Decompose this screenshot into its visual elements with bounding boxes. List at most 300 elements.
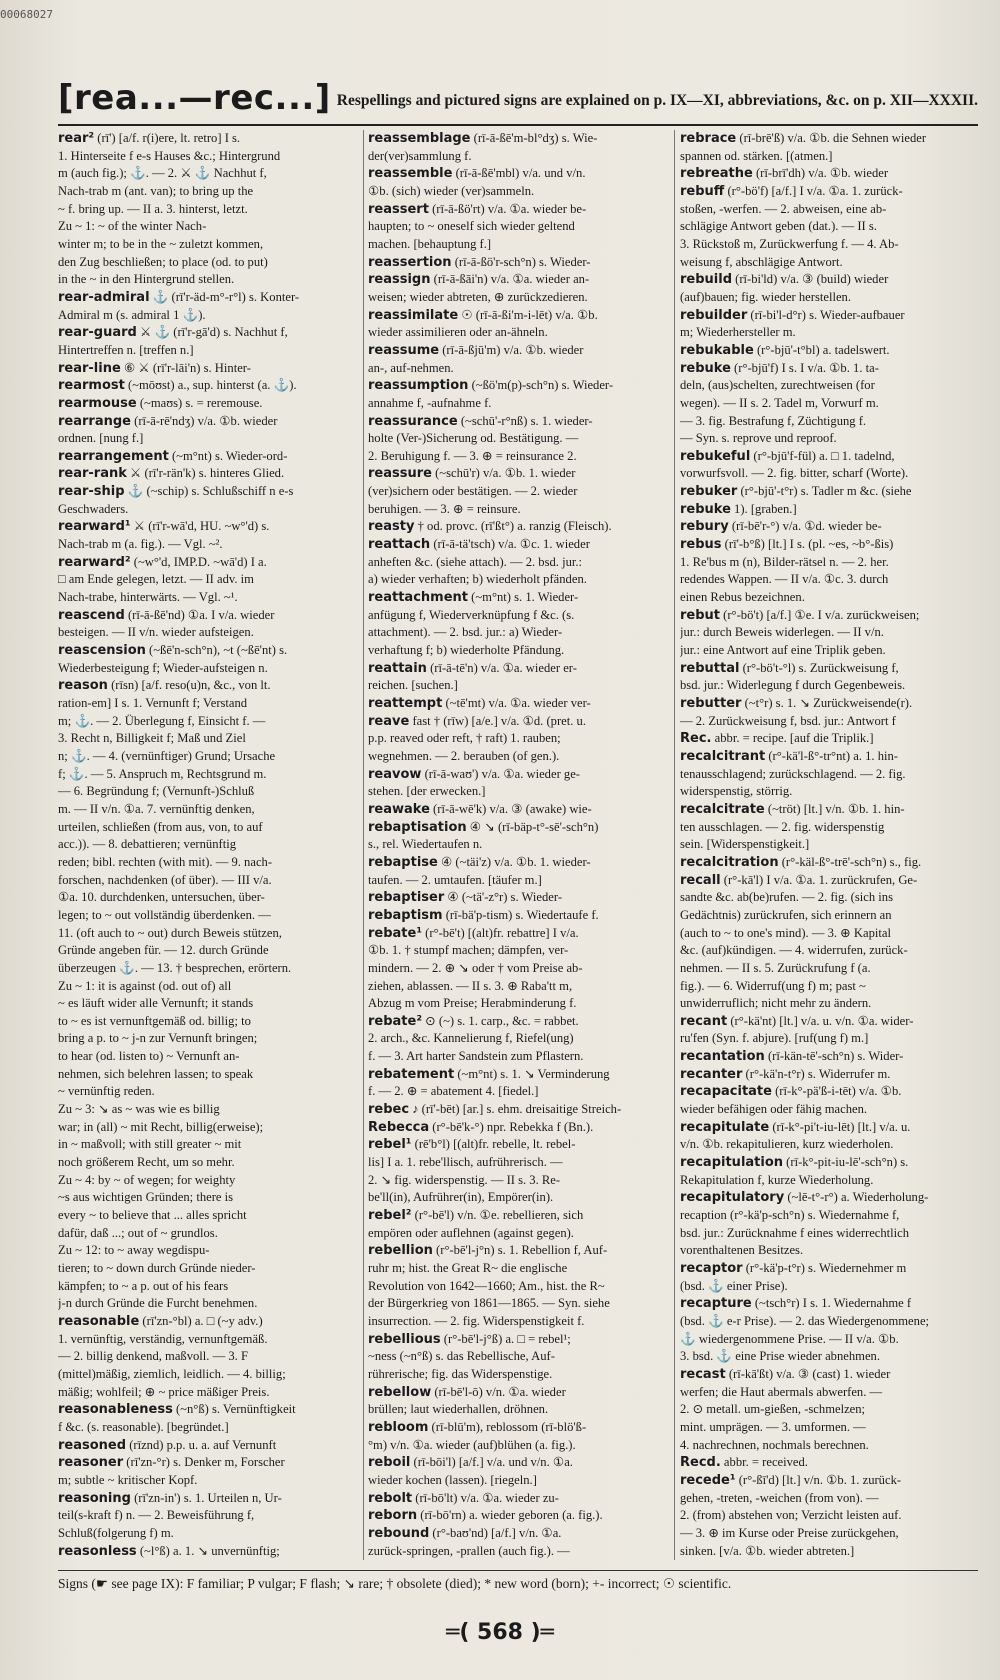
entry-line: wieder assimilieren oder an-ähneln.: [368, 325, 548, 340]
entry-line: reascension (~ßē'n-sch°n), ~t (~ßē'nt) s.: [58, 643, 288, 659]
headword: reasoning: [58, 1490, 131, 1506]
headword: rebreathe: [680, 166, 753, 182]
entry-line: m; subtle ~ kritischer Kopf.: [58, 1472, 198, 1487]
entry-line: unwiderruflich; nicht mehr zu ändern.: [680, 996, 872, 1011]
entry-line: nehmen, sich belehren lassen; to speak: [58, 1066, 254, 1081]
entry-line: Nach-trab m (ant. van); to bring up the: [58, 183, 254, 198]
column-left: [58, 130, 360, 1560]
page-header: [58, 78, 978, 126]
entry-line: Gründe angeben für. — 12. durch Gründe: [58, 943, 269, 958]
entry-line: reasonable (rī'zn-°bl) a. □ (~y adv.): [58, 1313, 263, 1329]
entry-line: — Syn. s. reprove und reproof.: [680, 431, 837, 446]
entry-line: rearward¹ ⚔ (rī'r-wā'd, HU. ~w°'d) s.: [58, 519, 270, 535]
headword: rebec: [368, 1102, 410, 1118]
entry-line: taufen. — 2. umtaufen. [täufer m.]: [368, 872, 542, 887]
column-right: [680, 130, 980, 1560]
headword: reattachment: [368, 590, 468, 606]
entry-line: v/n. ①b. rekapitulieren, kurz wiederholen.: [680, 1137, 894, 1152]
headword: rebaptise: [368, 854, 438, 870]
headword: reasonless: [58, 1543, 137, 1559]
entry-line: recaption (r°-kä'p-sch°n) s. Wiedernahme f,: [680, 1208, 900, 1223]
entry-line: f. — 2. ⊕ = abatement 4. [fiedel.]: [368, 1084, 539, 1099]
entry-line: einen Rebus bezeichnen.: [680, 590, 805, 605]
entry-line: rührerische; fig. das Widerspenstige.: [368, 1366, 553, 1381]
entry-line: wieder kochen (lassen). [riegeln.]: [368, 1472, 537, 1487]
entry-line: recantation (rī-kän-tē'-sch°n) s. Wider-: [680, 1049, 904, 1065]
entry-line: Zu ~ 4: by ~ of wegen; for weighty: [58, 1172, 236, 1187]
entry-line: rebukable (r°-bjū'-t°bl) a. tadelswert.: [680, 342, 890, 358]
entry-line: — 3. fig. Bestrafung f, Züchtigung f.: [680, 413, 867, 428]
entry-line: rearrange (rī-ā-rē'ndʒ) v/a. ①b. wieder: [58, 413, 278, 429]
headword: rearrange: [58, 413, 131, 429]
entry-line: 3. Recht n, Billigkeit f; Maß und Ziel: [58, 731, 246, 746]
entry-line: empören oder auflehnen (against gegen).: [368, 1225, 574, 1240]
entry-line: rearmouse (~maʊs) s. = reremouse.: [58, 395, 263, 411]
entry-line: rebellion (r°-bē'l-j°n) s. 1. Rebellion f, Auf-: [368, 1243, 608, 1259]
entry-line: &c. (auf)kündigen. — 4. widerrufen, zurück-: [680, 943, 908, 958]
entry-line: Zu ~ 12: to ~ away wegdispu-: [58, 1243, 210, 1258]
entry-line: beruhigen. — 3. ⊕ = reinsure.: [368, 501, 521, 516]
headword: recapacitate: [680, 1084, 772, 1100]
headword: rebuttal: [680, 660, 740, 676]
entry-line: mint. umprägen. — 3. umformen. —: [680, 1419, 866, 1434]
headword: recede¹: [680, 1472, 736, 1488]
entry-line: schlägige Antwort geben (dat.). — II s.: [680, 219, 877, 234]
entry-line: reichen. [suchen.]: [368, 678, 458, 693]
entry-line: jur.: durch Beweis widerlegen. — II v/n.: [680, 625, 884, 640]
entry-line: verhaftung f; b) wiederholte Pfändung.: [368, 643, 565, 658]
entry-line: 2. (from) abstehen von; Verzicht leisten auf.: [680, 1508, 902, 1523]
entry-line: rebrace (rī-brē'ß) v/a. ①b. die Sehnen wieder: [680, 131, 927, 146]
headword: reassertion: [368, 254, 452, 270]
entry-line: rear-line ⑥ ⚔ (rī'r-lāi'n) s. Hinter-: [58, 360, 251, 376]
entry-line: be'll(in), Aufrührer(in), Empörer(in).: [368, 1190, 554, 1205]
entry-line: recalcitrate (~tröt) [lt.] v/n. ①b. 1. hin-: [680, 801, 905, 817]
entry-line: rebellious (r°-bē'l-j°ß) a. □ = rebel¹;: [368, 1331, 571, 1347]
headword: reattempt: [368, 696, 443, 711]
entry-line: stehen. [der erwecken.]: [368, 784, 486, 799]
entry-line: rear-rank ⚔ (rī'r-rän'k) s. hinteres Glied.: [58, 466, 285, 482]
entry-line: rebreathe (rī-brī'dh) v/a. ①b. wieder: [680, 166, 889, 182]
entry-line: reave fast † (rīw) [a/e.] v/a. ①d. (pret. u.: [368, 713, 586, 729]
entry-line: reascend (rī-ā-ßē'nd) ①a. I v/a. wieder: [58, 607, 275, 623]
entry-line: every ~ to believe that ... alles spricht: [58, 1208, 247, 1223]
entry-line: widerspenstig, störrig.: [680, 784, 793, 799]
entry-line: reasoned (rīznd) p.p. u. a. auf Vernunft: [58, 1437, 277, 1453]
headword: rebuff: [680, 183, 725, 199]
entry-line: — 2. Zurückweisung f, bsd. jur.: Antwort f: [680, 713, 896, 728]
headword: rearrangement: [58, 448, 169, 464]
entry-line: brüllen; laut wiederhallen, dröhnen.: [368, 1402, 549, 1417]
entry-line: reassert (rī-ā-ßö'rt) v/a. ①a. wieder be-: [368, 201, 587, 217]
entry-line: rebec ♪ (rī'-bēt) [ar.] s. ehm. dreisaitige Streich-: [368, 1102, 622, 1118]
entry-line: rebutter (~t°r) s. 1. ↘ Zurückweisende(r).: [680, 696, 913, 711]
entry-line: Rec. abbr. = recipe. [auf die Triplik.]: [680, 731, 874, 747]
entry-line: j-n durch Gründe die Furcht benehmen.: [58, 1296, 258, 1311]
headword: rebellion: [368, 1243, 433, 1259]
headword: rebutter: [680, 696, 742, 711]
headword: rebolt: [368, 1490, 413, 1506]
entry-line: ziehen, ablassen. — II s. 3. ⊕ Raba'tt m,: [368, 978, 573, 993]
entry-line: m; Wiederhersteller m.: [680, 325, 796, 340]
headword: reassert: [368, 201, 429, 217]
headword: rebuker: [680, 484, 738, 500]
entry-line: legen; to ~ out vollständig überdenken. —: [58, 907, 271, 922]
entry-line: Nach-trabe, hinterwärts. — Vgl. ~¹.: [58, 590, 238, 605]
entry-line: reasty † od. provc. (rī'ßt°) a. ranzig (Fleisch).: [368, 519, 612, 535]
entry-line: kämpfen; to ~ a p. out of his fears: [58, 1278, 229, 1293]
entry-line: rebloom (rī-blū'm), reblossom (rī-blö'ß-: [368, 1419, 587, 1435]
entry-line: gehen, -treten, -weichen (from von). —: [680, 1490, 879, 1505]
entry-line: mindern. — 2. ⊕ ↘ oder † vom Preise ab-: [368, 960, 583, 975]
headword: rearward¹: [58, 519, 131, 535]
headword: recantation: [680, 1049, 765, 1065]
entry-line: fig.). — 6. Widerruf(ung f) m; past ~: [680, 978, 866, 993]
headword: rear²: [58, 131, 95, 146]
entry-line: 11. (oft auch to ~ out) durch Beweis stützen,: [58, 925, 282, 940]
entry-line: s., rel. Wiedertaufen n.: [368, 837, 483, 852]
entry-line: vorenthaltenen Besitzes.: [680, 1243, 804, 1258]
entry-line: lis] I a. 1. rebe'llisch, aufrührerisch. —: [368, 1155, 563, 1170]
headword: rebate¹: [368, 925, 423, 941]
entry-line: Geschwaders.: [58, 501, 129, 516]
headword: reascension: [58, 643, 146, 659]
headword: rearmost: [58, 378, 125, 394]
entry-line: rearward² (~w°'d, IMP.D. ~wā'd) I a.: [58, 554, 267, 570]
entry-line: weisen; wieder abtreten, ⊕ zurückzedieren.: [368, 289, 588, 304]
entry-line: an-, auf-nehmen.: [368, 360, 454, 375]
entry-line: überzeugen ⚓. — 13. † besprechen, erörtern.: [58, 960, 292, 975]
entry-line: ~s aus wichtigen Gründen; there is: [58, 1190, 234, 1205]
entry-line: (auf)bauen; fig. wieder herstellen.: [680, 289, 851, 304]
entry-line: ~ es läuft wider alle Vernunft; it stands: [58, 996, 254, 1011]
entry-line: recant (r°-kä'nt) [lt.] v/a. u. v/n. ①a. wider-: [680, 1013, 914, 1029]
entry-line: rebel² (r°-bē'l) v/n. ①e. rebellieren, sich: [368, 1208, 584, 1224]
entry-line: rear-admiral ⚓ (rī'r-äd-m°-r°l) s. Konter-: [58, 289, 300, 305]
headword: reasonableness: [58, 1402, 173, 1418]
entry-line: werfen; die Haut abermals abwerfen. —: [680, 1384, 883, 1399]
entry-line: bsd. jur.: Widerlegung f durch Gegenbeweis.: [680, 678, 906, 693]
page-number: ═( 568 )═: [446, 1620, 554, 1645]
entry-line: sein. [Widerspenstigkeit.]: [680, 837, 810, 852]
entry-line: recaptor (r°-kä'p-t°r) s. Wiedernehmer m: [680, 1261, 907, 1276]
entry-line: recapture (~tsch°r) I s. 1. Wiedernahme f: [680, 1296, 912, 1312]
entry-line: recede¹ (r°-ßī'd) [lt.] v/n. ①b. 1. zurück-: [680, 1472, 902, 1488]
entry-line: ⚓ wiedergenommene Prise. — II v/a. ①b.: [680, 1331, 899, 1346]
entry-line: rebus (rī'-b°ß) [lt.] I s. (pl. ~es, ~b°-ßis): [680, 537, 894, 553]
entry-line: reassume (rī-ā-ßjū'm) v/a. ①b. wieder: [368, 342, 584, 358]
entry-line: holte (Ver-)Sicherung od. Bestätigung. —: [368, 431, 579, 446]
entry-line: forschen, nachdenken (of über). — III v/a.: [58, 872, 272, 887]
headword: recant: [680, 1013, 728, 1029]
entry-line: f; ⚓. — 5. Anspruch m, Rechtsgrund m.: [58, 766, 267, 781]
entry-line: sinken. [v/a. ①b. wieder abtreten.]: [680, 1543, 855, 1558]
entry-line: rebatement (~m°nt) s. 1. ↘ Verminderung: [368, 1066, 610, 1082]
entry-line: (auch to ~ to one's mind). — 3. ⊕ Kapital: [680, 925, 891, 940]
headword: reason: [58, 678, 108, 694]
entry-line: jur.: eine Antwort auf eine Triplik geben.: [680, 643, 886, 658]
entry-line: urteilen, schließen (from aus, von, to auf: [58, 819, 263, 834]
entry-line: vorwurfsvoll. — 2. fig. bitter, scharf (Worte).: [680, 466, 909, 481]
entry-line: Recd. abbr. = received.: [680, 1455, 808, 1471]
entry-line: reason (rīsn) [a/f. reso(u)n, &c., von lt.: [58, 678, 271, 694]
entry-line: 1. vernünftig, verständig, vernunftgemäß.: [58, 1331, 268, 1346]
headword: rebuild: [680, 272, 733, 288]
entry-line: Revolution von 1642—1660; Am., hist. the R~: [368, 1278, 605, 1293]
entry-line: rear-guard ⚔ ⚓ (rī'r-gā'd) s. Nachhut f,: [58, 325, 288, 341]
entry-line: — 6. Begründung f; (Vernunft-)Schluß: [58, 784, 255, 799]
entry-line: rebuilder (rī-bi'l-d°r) s. Wieder-aufbauer: [680, 307, 905, 323]
entry-line: ~ness (~n°ß) s. das Rebellische, Auf-: [368, 1349, 555, 1364]
entry-line: rebury (rī-bē'r-°) v/a. ①d. wieder be-: [680, 519, 882, 535]
entry-line: to ~ es ist vernunftgemäß od. billig; to: [58, 1013, 251, 1028]
entry-line: recast (rī-kā'ßt) v/a. ③ (cast) 1. wieder: [680, 1366, 891, 1382]
entry-line: reattachment (~m°nt) s. 1. Wieder-: [368, 590, 579, 606]
headword: Rebecca: [368, 1119, 430, 1135]
headword: rebel¹: [368, 1137, 412, 1153]
headword: rebuilder: [680, 307, 748, 323]
entry-line: reattach (rī-ā-tä'tsch) v/a. ①c. 1. wieder: [368, 537, 590, 553]
entry-line: reassimilate ☉ (rī-ā-ßi'm-i-lēt) v/a. ①b.: [368, 307, 598, 323]
entry-line: reattempt (~tē'mt) v/a. ①a. wieder ver-: [368, 696, 591, 711]
entry-line: rebaptisation ④ ↘ (rī-bäp-t°-sē'-sch°n): [368, 819, 599, 835]
entry-line: rebaptiser ④ (~tä'-z°r) s. Wieder-: [368, 890, 563, 906]
entry-line: Abzug m vom Preise; Herabminderung f.: [368, 996, 577, 1011]
footer-rule: [58, 1570, 978, 1571]
headword: reasoned: [58, 1437, 127, 1453]
headword: reascend: [58, 607, 125, 623]
headword: recanter: [680, 1066, 743, 1082]
entry-line: reassemble (rī-ā-ßē'mbl) v/a. und v/n.: [368, 166, 586, 182]
entry-line: Hintertreffen n. [treffen n.]: [58, 342, 194, 357]
entry-line: reawake (rī-ā-wē'k) v/a. ③ (awake) wie-: [368, 801, 592, 817]
headword: recapitulation: [680, 1155, 784, 1171]
entry-line: □ am Ende gelegen, letzt. — II adv. im: [58, 572, 254, 587]
headword: recalcitrate: [680, 801, 765, 817]
headword: reave: [368, 713, 410, 729]
entry-line: reassertion (rī-ā-ßö'r-sch°n) s. Wieder-: [368, 254, 591, 270]
entry-line: zurück-springen, -prallen (auch fig.). —: [368, 1543, 570, 1558]
headword: rebellow: [368, 1384, 432, 1400]
headword: rearmouse: [58, 395, 137, 411]
entry-line: weisung f, abschlägige Antwort.: [680, 254, 843, 269]
page-id: 00068027: [0, 8, 53, 21]
headword: reassumption: [368, 378, 469, 394]
entry-line: teil(s-kraft f) n. — 2. Beweisführung f,: [58, 1508, 255, 1523]
entry-line: 2. Beruhigung f. — 3. ⊕ = reinsurance 2.: [368, 448, 577, 463]
entry-line: bsd. jur.: Zurücknahme f eines widerrechtlich: [680, 1225, 910, 1240]
headword: rear-line: [58, 360, 121, 376]
headword: reassure: [368, 466, 432, 482]
headword: recaptor: [680, 1261, 743, 1276]
entry-range: [rea...—rec...]: [58, 78, 331, 118]
entry-line: reborn (rī-bō'rn) a. wieder geboren (a. fig.).: [368, 1508, 603, 1524]
entry-line: reassure (~schū'r) v/a. ①b. 1. wieder: [368, 466, 576, 482]
entry-line: reasoner (rī'zn-°r) s. Denker m, Forscher: [58, 1455, 285, 1471]
headword: reassurance: [368, 413, 458, 429]
entry-line: anheften &c. (siehe attach). — 2. bsd. jur.:: [368, 554, 583, 569]
entry-line: recapacitate (rī-k°-pä'ß-i-tēt) v/a. ①b.: [680, 1084, 902, 1100]
headword: rebellious: [368, 1331, 441, 1347]
entry-line: (mittel)mäßig, ziemlich, leidlich. — 4. billig;: [58, 1366, 286, 1381]
entry-line: in the ~ in den Hintergrund stellen.: [58, 272, 235, 287]
entry-line: rear² (rī') [a/f. r(i)ere, lt. retro] I s.: [58, 131, 241, 146]
entry-line: den Zug beschließen; to place (od. to put): [58, 254, 268, 269]
entry-line: machen. [behauptung f.]: [368, 236, 492, 251]
entry-line: tenausschlagend; zurückschlagend. — 2. fig.: [680, 766, 906, 781]
headword: rebate²: [368, 1013, 423, 1029]
entry-line: der(ver)sammlung f.: [368, 148, 472, 163]
entry-line: ordnen. [nung f.]: [58, 431, 144, 446]
entry-line: reavow (rī-ā-waʊ') v/a. ①a. wieder ge-: [368, 766, 580, 782]
entry-line: reasonless (~l°ß) a. 1. ↘ unvernünftig;: [58, 1543, 280, 1559]
entry-line: acc.)). — 8. debattieren; vernünftig: [58, 837, 236, 852]
entry-line: ru'fen (Syn. f. abjure). [ruf(ung f) m.]: [680, 1031, 869, 1046]
entry-line: wieder befähigen oder fähig machen.: [680, 1102, 868, 1117]
entry-line: n; ⚓. — 4. (vernünftiger) Grund; Ursache: [58, 748, 276, 763]
entry-line: p.p. reaved oder reft, † raft) 1. rauben;: [368, 731, 561, 746]
headword: recapture: [680, 1296, 752, 1312]
entry-line: Nach-trab m (a. fig.). — Vgl. ~².: [58, 537, 223, 552]
entry-line: rebukeful (r°-bjū'f-fül) a. □ 1. tadelnd,: [680, 448, 895, 464]
headword: rebuke: [680, 360, 731, 376]
entry-line: nehmen. — II s. 5. Zurückrufung f (a.: [680, 960, 871, 975]
entry-line: f &c. (s. reasonable). [begründet.]: [58, 1419, 229, 1434]
entry-line: besteigen. — II v/n. wieder aufsteigen.: [58, 625, 254, 640]
entry-line: der Bürgerkrieg von 1861—1865. — Syn. siehe: [368, 1296, 610, 1311]
entry-line: (ver)sichern oder bestätigen. — 2. wieder: [368, 484, 578, 499]
entry-line: mäßig; wohlfeil; ⊕ ~ price mäßiger Preis.: [58, 1384, 270, 1399]
entry-line: rearrangement (~m°nt) s. Wieder-ord-: [58, 448, 288, 464]
entry-line: reden; bibl. rechten (with mit). — 9. nach-: [58, 854, 273, 869]
entry-line: reassumption (~ßö'm(p)-sch°n) s. Wieder-: [368, 378, 614, 394]
headword: Recd.: [680, 1455, 721, 1471]
headword: rebut: [680, 607, 721, 623]
headword: rebaptiser: [368, 890, 445, 906]
entry-line: recapitulation (rī-k°-pit-iu-lē'-sch°n) s.: [680, 1155, 909, 1171]
entry-line: attachment). — 2. bsd. jur.: a) Wieder-: [368, 625, 563, 640]
entry-line: in ~ maßvoll; with still greater ~ mit: [58, 1137, 242, 1152]
entry-line: (bsd. ⚓ e-r Prise). — 2. das Wiedergenommene;: [680, 1313, 930, 1328]
entry-line: rebolt (rī-bō'lt) v/a. ①a. wieder zu-: [368, 1490, 559, 1506]
entry-line: a) wieder verhaften; b) wiederholt pfänden.: [368, 572, 587, 587]
headword: reboil: [368, 1455, 411, 1471]
entry-line: Rebecca (r°-bē'k-°) npr. Rebekka f (Bn.).: [368, 1119, 594, 1135]
headword: reavow: [368, 766, 422, 782]
entry-line: m; ⚓. — 2. Überlegung f, Einsicht f. —: [58, 713, 266, 728]
entry-line: anfügung f, Wiederverknüpfung f &c. (s.: [368, 607, 575, 622]
entry-line: recalcitrant (r°-kä'l-ß°-tr°nt) a. 1. hin-: [680, 748, 898, 764]
headword: recalcitrant: [680, 748, 766, 764]
headword: reassign: [368, 272, 431, 288]
column-divider: [674, 130, 675, 1560]
entry-line: 4. nachrechnen, nochmals berechnen.: [680, 1437, 869, 1452]
entry-line: ruhr m; hist. the Great R~ die englische: [368, 1261, 568, 1275]
headword: reattain: [368, 660, 427, 676]
entry-line: rear-ship ⚓ (~schip) s. Schlußschiff n e-s: [58, 484, 294, 500]
headword: rebel²: [368, 1208, 412, 1224]
headword: recapitulatory: [680, 1190, 785, 1206]
headword: reassimilate: [368, 307, 459, 323]
entry-line: rebaptism (rī-bä'p-tism) s. Wiedertaufe f.: [368, 907, 599, 923]
entry-line: annahme f, -aufnahme f.: [368, 395, 492, 410]
entry-line: sandte &c. ab(be)rufen. — 2. fig. (sich ins: [680, 890, 893, 905]
entry-line: reassign (rī-ā-ßāi'n) v/a. ①a. wieder an-: [368, 272, 590, 288]
entry-line: war; in (all) ~ mit Recht, billig(erweise);: [58, 1119, 264, 1134]
headword: rebukeful: [680, 448, 751, 464]
entry-line: reasoning (rī'zn-in') s. 1. Urteilen n, Ur-: [58, 1490, 282, 1506]
entry-line: reattain (rī-ā-tē'n) v/a. ①a. wieder er-: [368, 660, 577, 676]
entry-line: wegen). — II s. 2. Tadel m, Vorwurf m.: [680, 395, 879, 410]
entry-line: °m) v/n. ①a. wieder (auf)blühen (a. fig.).: [368, 1437, 576, 1452]
entry-line: bring a p. to ~ j-n zur Vernunft bringen;: [58, 1031, 258, 1046]
entry-line: rebuke (r°-bjū'f) I s. I v/a. ①b. 1. ta-: [680, 360, 879, 376]
entry-line: Gedächtnis) zurückrufen, sich erinnern an: [680, 907, 892, 922]
entry-line: ①a. 10. durchdenken, untersuchen, über-: [58, 890, 265, 905]
entry-line: 3. bsd. ⚓ eine Prise wieder abnehmen.: [680, 1349, 880, 1364]
entry-line: rebuild (rī-bi'ld) v/a. ③ (build) wieder: [680, 272, 889, 288]
entry-line: reassemblage (rī-ā-ßē'm-bl°dʒ) s. Wie-: [368, 131, 598, 146]
entry-line: m. — II v/n. ①a. 7. vernünftig denken,: [58, 801, 255, 816]
entry-line: recapitulatory (~lē-t°-r°) a. Wiederholung-: [680, 1190, 929, 1206]
headword: reasoner: [58, 1455, 124, 1471]
entry-line: deln, (aus)schelten, zurechtweisen (for: [680, 378, 875, 393]
entry-line: ten ausschlagen. — 2. fig. widerspenstig: [680, 819, 885, 834]
entry-line: Admiral m (s. admiral 1 ⚓).: [58, 307, 206, 322]
entry-line: insurrection. — 2. fig. Widerspenstigkeit f.: [368, 1313, 585, 1328]
entry-line: f. — 3. Art harter Sandstein zum Pflastern.: [368, 1049, 584, 1064]
entry-line: rebel¹ (rē'b°l) [(alt)fr. rebelle, lt. rebel-: [368, 1137, 576, 1153]
entry-line: rebuff (r°-bö'f) [a/f.] I v/a. ①a. 1. zurück-: [680, 183, 903, 199]
headword: reattach: [368, 537, 431, 553]
headword: rebury: [680, 519, 729, 535]
entry-line: haupten; to ~ oneself sich wieder geltend: [368, 219, 575, 234]
entry-line: reasonableness (~n°ß) s. Vernünftigkeit: [58, 1402, 296, 1418]
entry-line: (bsd. ⚓ einer Prise).: [680, 1278, 788, 1293]
entry-line: recalcitration (r°-käl-ß°-trē'-sch°n) s., fig.: [680, 854, 922, 870]
entry-line: ①b. (sich) wieder (ver)sammeln.: [368, 183, 535, 198]
headword: rebloom: [368, 1419, 429, 1435]
headword: rebound: [368, 1525, 430, 1541]
entry-line: 2. ⊙ metall. um-gießen, -schmelzen;: [680, 1402, 866, 1417]
headword: rear-admiral: [58, 289, 150, 305]
entry-line: Zu ~ 3: ↘ as ~ was wie es billig: [58, 1102, 220, 1117]
entry-line: rebuttal (r°-bö't-°l) s. Zurückweisung f,: [680, 660, 899, 676]
headword: rear-rank: [58, 466, 127, 482]
entry-line: rebaptise ④ (~täi'z) v/a. ①b. 1. wieder-: [368, 854, 591, 870]
entry-line: rearmost (~mōʊst) a., sup. hinterst (a. ⚓).: [58, 378, 297, 394]
entry-line: recall (r°-kā'l) I v/a. ①a. 1. zurückrufen, Ge-: [680, 872, 918, 888]
entry-line: reboil (rī-bōi'l) [a/f.] v/a. und v/n. ①a.: [368, 1455, 573, 1471]
entry-line: tieren; to ~ down durch Gründe nieder-: [58, 1261, 256, 1275]
entry-line: 3. Rückstoß m, Zurückwerfung f. — 4. Ab-: [680, 236, 899, 251]
entry-line: recanter (r°-kä'n-t°r) s. Widerrufer m.: [680, 1066, 891, 1082]
headword: rebatement: [368, 1066, 455, 1082]
entry-line: — 2. billig denkend, maßvoll. — 3. F: [58, 1349, 248, 1364]
entry-line: to hear (od. listen to) ~ Vernunft an-: [58, 1049, 240, 1064]
headword: recast: [680, 1366, 726, 1382]
entry-line: 1. Hinterseite f e-s Hauses &c.; Hintergrund: [58, 148, 281, 163]
entry-line: ration-em] I s. 1. Vernunft f; Verstand: [58, 696, 248, 710]
entry-line: 2. ↘ fig. widerspenstig. — II s. 3. Re-: [368, 1172, 561, 1187]
headword: rearward²: [58, 554, 131, 570]
headword: reborn: [368, 1508, 418, 1524]
entry-line: spannen od. stärken. [(atmen.]: [680, 148, 833, 163]
headword: rebuke: [680, 501, 731, 517]
entry-line: rebut (r°-bö't) [a/f.] ①e. I v/a. zurückweisen;: [680, 607, 920, 623]
column-divider: [363, 130, 364, 1560]
entry-line: redendes Wappen. — II v/a. ①c. 3. durch: [680, 572, 889, 587]
